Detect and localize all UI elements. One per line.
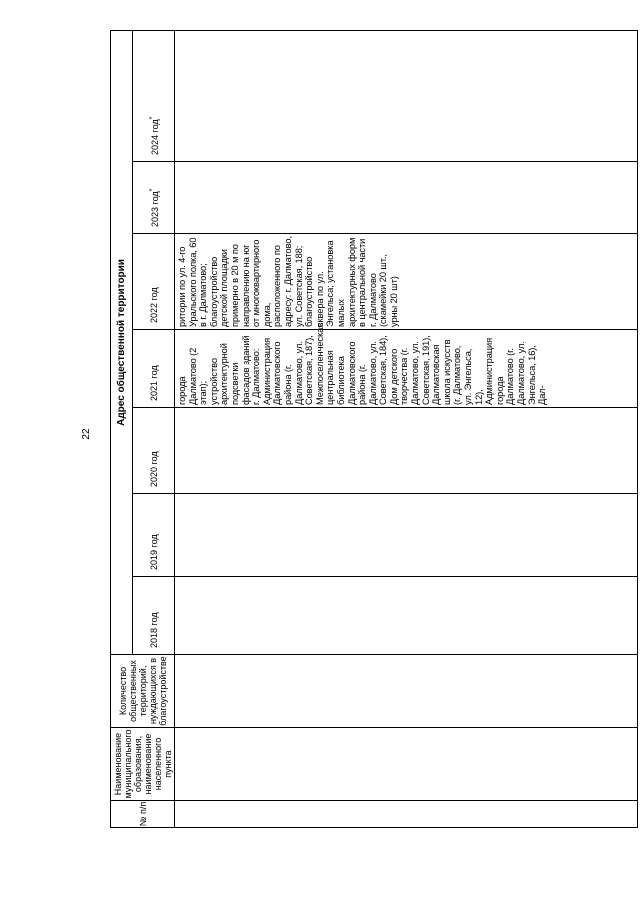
header-year-2020: 2020 год — [133, 408, 175, 494]
cell-count — [175, 655, 638, 728]
cell-2024 — [175, 30, 638, 161]
cell-2023 — [175, 162, 638, 234]
cell-2022: ритории по ул. 4-го Уральского полка, 60 в г. Далматово; благоустройство детской площадки примерно в 20 м по направлению на юг от многоквартирного дома, расположенного по адресу: г. Далматово, ул. Советская, 188; благоустройство сквера по ул. Энгельса; установка малых архитектурных форм в центральной части г. Далматово (скамейки 20 шт., урны 20 шт) — [175, 234, 638, 330]
header-num: № п/п — [111, 801, 175, 828]
header-year-2018: 2018 год — [133, 577, 175, 655]
header-municipality: Наименование муниципального образования, наименование населенного пункта — [111, 728, 175, 801]
header-year-2023: 2023 год* — [133, 162, 175, 234]
cell-2018 — [175, 577, 638, 655]
page-number: 22 — [81, 428, 92, 440]
header-count: Количество общественных территорий, нуждающихся в благоустройстве — [111, 655, 175, 728]
cell-2019 — [175, 494, 638, 577]
cell-num — [175, 801, 638, 828]
header-year-2022: 2022 год — [133, 234, 175, 330]
cell-2020 — [175, 408, 638, 494]
cell-2021: города Далматово (2 этап); устройство архитектурной подсветки фасадов зданий г. Далматово: Администрация Далматовского района (г. Далматово, ул. Советская, 187), Межпоселенческая центральная библиотека Далматовского района (г. Далматово, ул. Советская, 184), Дом детского творчества (г. Далматово, ул. Советская, 191), Далматовская школа искусств (г. Далматово, ул. Энгельса, 12), Администрация города Далматово (г. Далматово, ул. Энгельса, 16), Дал- — [175, 330, 638, 408]
cell-municipality — [175, 728, 638, 801]
header-year-2019: 2019 год — [133, 494, 175, 577]
table-container — [110, 31, 638, 828]
header-year-2024: 2024 год* — [133, 30, 175, 161]
territory-table — [110, 30, 638, 828]
header-year-2021: 2021 год — [133, 330, 175, 408]
header-address: Адрес общественной территории — [111, 30, 133, 654]
